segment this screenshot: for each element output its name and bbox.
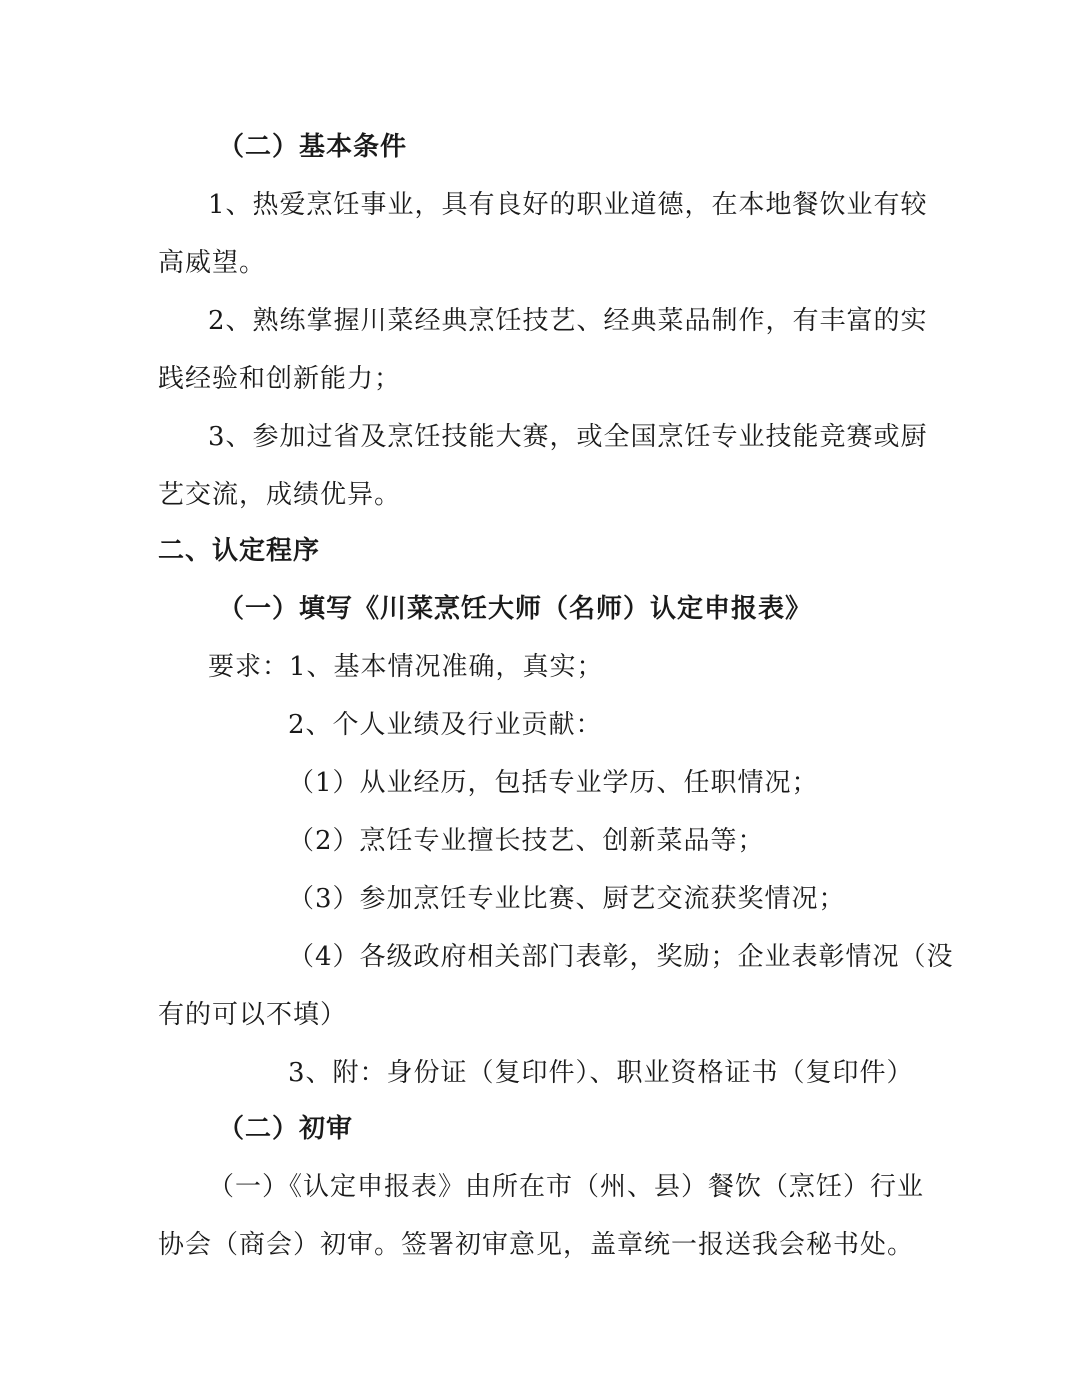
paragraph-line: 艺交流，成绩优异。 xyxy=(158,480,402,510)
requirement-line: （1）从业经历，包括专业学历、任职情况； xyxy=(288,768,819,798)
requirement-line: 有的可以不填） xyxy=(158,1000,348,1030)
section-heading-procedure: 二、认定程序 xyxy=(158,536,321,566)
requirement-line: 2、个人业绩及行业贡献： xyxy=(288,710,603,740)
requirement-line: 要求：1、基本情况准确，真实； xyxy=(208,652,604,682)
paragraph-line: 3、参加过省及烹饪技能大赛，或全国烹饪专业技能竞赛或厨 xyxy=(208,422,928,452)
requirement-line: （4）各级政府相关部门表彰，奖励；企业表彰情况（没 xyxy=(288,942,954,972)
paragraph-line: 高威望。 xyxy=(158,248,267,278)
requirement-line: （3）参加烹饪专业比赛、厨艺交流获奖情况； xyxy=(288,884,846,914)
paragraph-line: 践经验和创新能力； xyxy=(158,364,402,394)
section-heading-basic-conditions: （二）基本条件 xyxy=(218,132,408,162)
paragraph-line: （一）《认定申报表》由所在市（州、县）餐饮（烹饪）行业 xyxy=(208,1172,925,1202)
subsection-heading-preliminary-review: （二）初审 xyxy=(218,1114,354,1144)
requirement-line: （2）烹饪专业擅长技艺、创新菜品等； xyxy=(288,826,765,856)
subsection-heading-fill-form: （一）填写《川菜烹饪大师（名师）认定申报表》 xyxy=(218,594,813,624)
paragraph-line: 协会（商会）初审。签署初审意见，盖章统一报送我会秘书处。 xyxy=(158,1230,915,1260)
paragraph-line: 1、热爱烹饪事业，具有良好的职业道德，在本地餐饮业有较 xyxy=(208,190,928,220)
requirement-line: 3、附：身份证（复印件）、职业资格证书（复印件） xyxy=(288,1058,914,1088)
paragraph-line: 2、熟练掌握川菜经典烹饪技艺、经典菜品制作，有丰富的实 xyxy=(208,306,928,336)
